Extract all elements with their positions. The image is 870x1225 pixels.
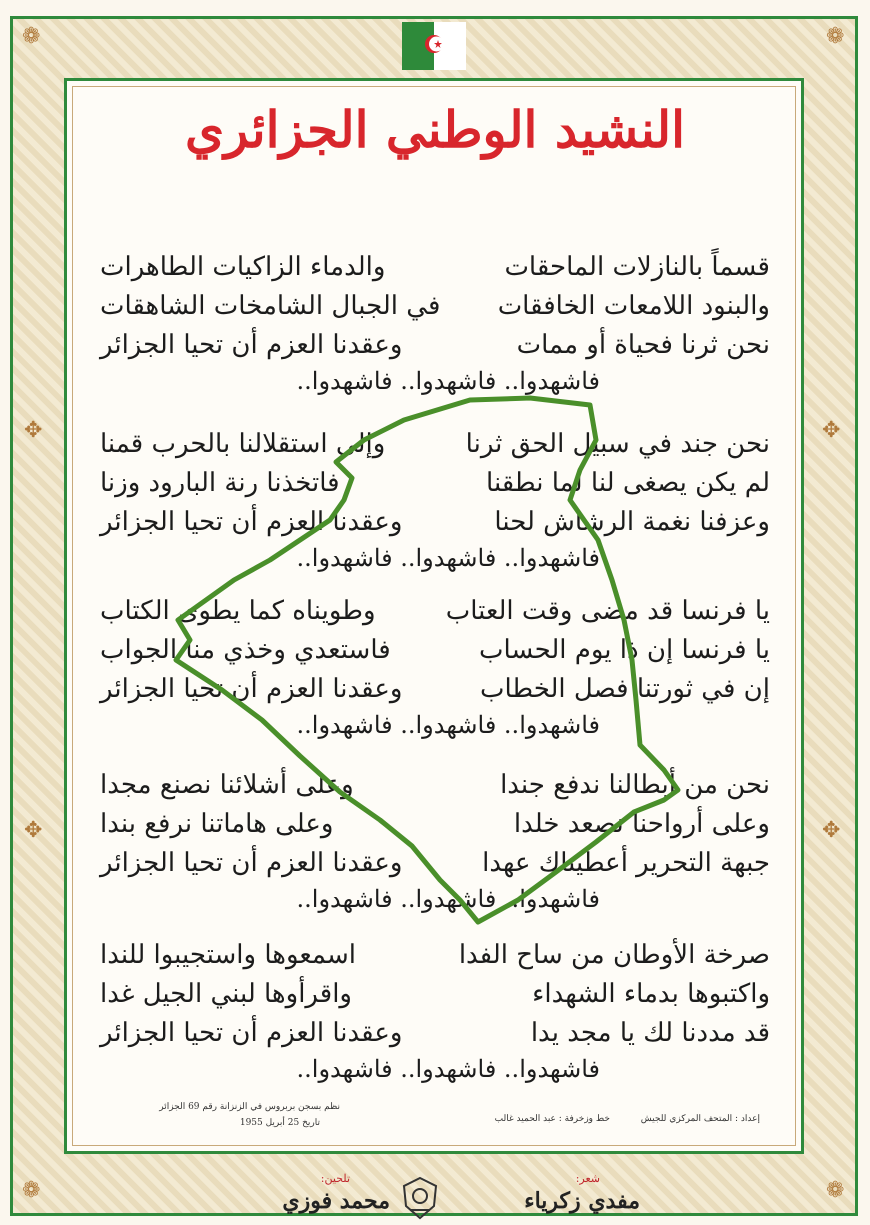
emblem-icon [400,1176,440,1220]
side-ornament-icon: ✥ [24,418,43,443]
corner-ornament-icon: ❁ [22,1178,41,1203]
verse-right: نحن جند في سبيل الحق ثرنا [465,429,770,459]
corner-ornament-icon: ❁ [826,1178,845,1203]
verse-right: وعلى أرواحنا نصعد خلدا [513,809,770,839]
footer-attribution [240,1172,640,1222]
poet-label: شعر: [575,1172,600,1185]
verse-left: في الجبال الشامخات الشاهقات [100,291,441,321]
composer-label: تلحين: [320,1172,350,1185]
refrain: فاشهدوا.. فاشهدوا.. فاشهدوا.. [296,367,600,395]
corner-ornament-icon: ❁ [826,24,845,49]
verse-left: وعقدنا العزم أن تحيا الجزائر [100,330,403,360]
verse-left: وعقدنا العزم أن تحيا الجزائر [100,848,403,878]
verse-right: لم يكن يصغى لنا لما نطقنا [486,468,770,498]
corner-ornament-icon: ❁ [22,24,41,49]
side-ornament-icon: ✥ [822,418,841,443]
verse-right: نحن من أبطالنا ندفع جندا [500,770,770,800]
verse-left: وعقدنا العزم أن تحيا الجزائر [100,674,403,704]
verse-left: فاستعدي وخذي منا الجواب [100,635,391,665]
refrain: فاشهدوا.. فاشهدوا.. فاشهدوا.. [296,711,600,739]
refrain: فاشهدوا.. فاشهدوا.. فاشهدوا.. [296,885,600,913]
credit-prepared: إعداد : المتحف المركزي للجيش [640,1114,760,1124]
verse-right: قد مددنا لك يا مجد يدا [530,1018,770,1048]
verse-right: والبنود اللامعات الخافقات [497,291,770,321]
verse-left: فاتخذنا رنة البارود وزنا [100,468,340,498]
verse-right: يا فرنسا قد مضى وقت العتاب [445,596,770,626]
verse-left: واقرأوها لبني الجيل غدا [100,979,352,1009]
verse-right: نحن ثرنا فحياة أو ممات [516,330,770,360]
verse-left: اسمعوها واستجيبوا للندا [100,940,356,970]
page-title: النشيد الوطني الجزائري [185,100,685,159]
verse-left: وعقدنا العزم أن تحيا الجزائر [100,507,403,537]
side-ornament-icon: ✥ [24,818,43,843]
verse-left: وطويناه كما يطوى الكتاب [100,596,376,626]
credit-composed: نظم بسجن بربروس في الزنزانة رقم 69 الجزائر [159,1102,340,1112]
verse-left: وإلى استقلالنا بالحرب قمنا [100,429,386,459]
poet-name: مفدي زكرياء [524,1188,640,1214]
side-ornament-icon: ✥ [822,818,841,843]
verse-right: يا فرنسا إن ذا يوم الحساب [478,635,770,665]
verse-right: واكتبوها بدماء الشهداء [532,979,770,1009]
credit-date: تاريخ 25 أبريل 1955 [239,1118,320,1128]
composer-name: محمد فوزي [282,1188,390,1214]
verse-left: وعلى هاماتنا نرفع بندا [100,809,334,839]
verse-right: وعزفنا نغمة الرشاش لحنا [494,507,770,537]
verse-right: صرخة الأوطان من ساح الفدا [458,940,770,970]
credit-calligraphy: خط وزخرفة : عبد الحميد غالب [494,1114,610,1124]
verse-right: قسماً بالنازلات الماحقات [504,252,770,282]
verse-left: والدماء الزاكيات الطاهرات [100,252,386,282]
verse-right: إن في ثورتنا فصل الخطاب [479,674,770,704]
refrain: فاشهدوا.. فاشهدوا.. فاشهدوا.. [296,1055,600,1083]
refrain: فاشهدوا.. فاشهدوا.. فاشهدوا.. [296,544,600,572]
verse-right: جبهة التحرير أعطيناك عهدا [482,848,770,878]
verse-left: وعقدنا العزم أن تحيا الجزائر [100,1018,403,1048]
verse-left: وعلى أشلائنا نصنع مجدا [100,770,354,800]
